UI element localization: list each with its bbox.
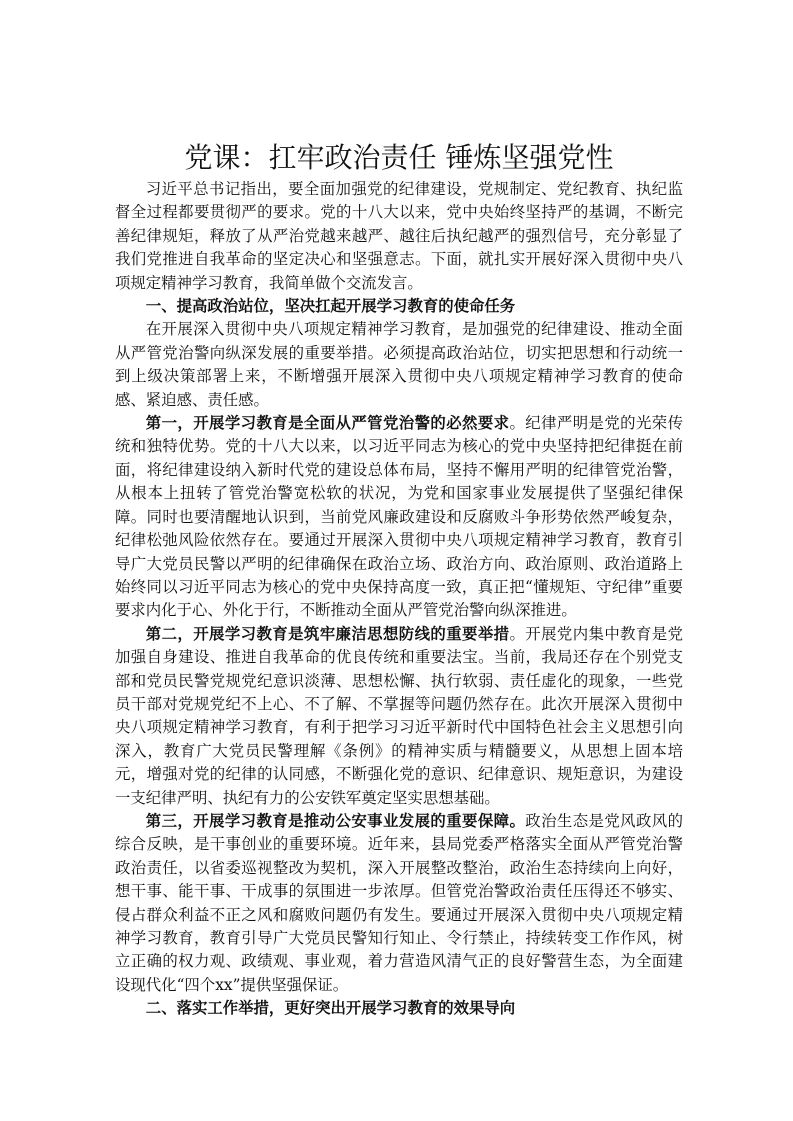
- point-1-text: 。纪律严明是党的光荣传统和独特优势。党的十八大以来，以习近平同志为核心的党中央坚持把纪律挺在前面，将纪律建设纳入新时代党的建设总体布局，坚持不懈用严明的纪律管党治警，从根本上扭转了管党治警宽松软的状况，为党和国家事业发展提供了坚强纪律保障。同时也要清醒地认识到，当前党风廉政建设和反腐败斗争形势依然严峻复杂，纪律松弛风险依然存在。要通过开展深入贯彻中央八项规定精神学习教育，教育引导广大党员民警以严明的纪律确保在政治立场、政治方向、政治原则、政治道路上始终同以习近平同志为核心的党中央保持高度一致，真正把“懂规矩、守纪律”重要要求内化于心、外化于行，不断推动全面从严管党治警向纵深推进。: [115, 414, 683, 620]
- section-1-heading: 一、提高政治站位，坚决扛起开展学习教育的使命任务: [145, 297, 516, 316]
- point-1-paragraph: [115, 412, 683, 623]
- document-title: 党课：扛牢政治责任 锤炼坚强党性: [184, 141, 614, 174]
- section-2-heading: 二、落实工作举措，更好突出开展学习教育的效果导向: [145, 999, 516, 1018]
- point-2-paragraph: [115, 623, 683, 810]
- point-3-text: 政治生态是党风政风的综合反映，是干事创业的重要环境。近年来，县局党委严格落实全面从严管党治警政治责任，以省委巡视整改为契机，深入开展整改整治，政治生态持续向上向好，想干事、能干事、干成事的氛围进一步浓厚。但管党治警政治责任压得还不够实、侵占群众利益不正之风和腐败问题仍有发生。要通过开展深入贯彻中央八项规定精神学习教育，教育引导广大党员民警知行知止、令行禁止，持续转变工作作风，树立正确的权力观、政绩观、事业观，着力营造风清气正的良好警营生态，为全面建设现代化“四个xx”提供坚强保证。: [115, 811, 683, 994]
- point-3-paragraph: [115, 810, 683, 997]
- section-1-body: 在开展深入贯彻中央八项规定精神学习教育，是加强党的纪律建设、推动全面从严管党治警向纵深发展的重要举措。必须提高政治站位，切实把思想和行动统一到上级决策部署上来，不断增强开展深入贯彻中央八项规定精神学习教育的使命感、紧迫感、责任感。: [115, 320, 683, 409]
- document-page: [115, 140, 683, 1021]
- point-2-text: 。开展党内集中教育是党加强自身建设、推进自我革命的优良传统和重要法宝。当前，我局还存在个别党支部和党员民警党规党纪意识淡薄、思想松懈、执行软弱、责任虚化的现象，一些党员干部对党规党纪不上心、不了解、不掌握等问题仍然存在。此次开展深入贯彻中央八项规定精神学习教育，有利于把学习习近平新时代中国特色社会主义思想引向深入，教育广大党员民警理解《条例》的精神实质与精髓要义，从思想上固本培元，增强对党的纪律的认同感，不断强化党的意识、纪律意识、规矩意识，为建设一支纪律严明、执纪有力的公安铁军奠定坚实思想基础。: [115, 624, 683, 807]
- intro-paragraph: 习近平总书记指出，要全面加强党的纪律建设，党规制定、党纪教育、执纪监督全过程都要贯彻严的要求。党的十八大以来，党中央始终坚持严的基调，不断完善纪律规矩，释放了从严治党越来越严、越往后执纪越严的强烈信号，充分彰显了我们党推进自我革命的坚定决心和坚强意志。下面，就扎实开展好深入贯彻中央八项规定精神学习教育，我简单做个交流发言。: [115, 180, 683, 292]
- point-1-lead: 第一，开展学习教育是全面从严管党治警的必然要求: [145, 414, 510, 433]
- point-2-lead: 第二，开展学习教育是筑牢廉洁思想防线的重要举措: [145, 624, 510, 643]
- point-3-lead: 第三，开展学习教育是推动公安事业发展的重要保障。: [145, 811, 526, 830]
